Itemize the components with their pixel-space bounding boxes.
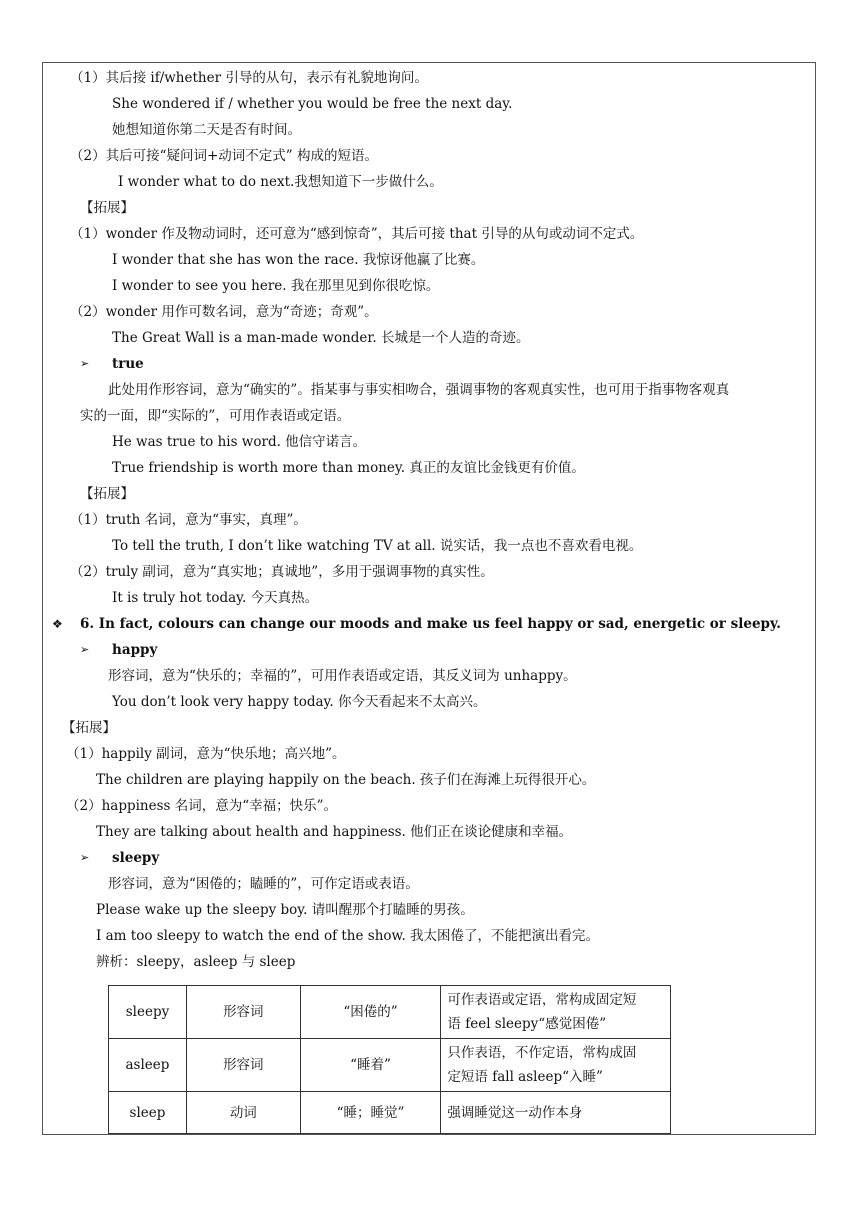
- table-cell-usage: 可作表语或定语，常构成固定短 语 feel sleepy“感觉困倦”: [441, 986, 671, 1039]
- text-line: I am too sleepy to watch the end of the show. 我太困倦了，不能把演出看完。: [96, 928, 600, 944]
- text-line: （2）happiness 名词，意为“幸福；快乐”。: [66, 798, 338, 814]
- comparison-table: [108, 985, 671, 1134]
- sentence-heading: 6. In fact, colours can change our moods and make us feel happy or sad, energetic or sleepy.: [80, 616, 781, 632]
- text-line: 实的一面，即“实际的”，可用作表语或定语。: [80, 408, 351, 424]
- section-heading: 【拓展】: [80, 200, 134, 216]
- text-line: 形容词，意为“困倦的；瞌睡的”，可作定语或表语。: [108, 876, 419, 892]
- table-cell-meaning: “睡着”: [300, 1039, 441, 1092]
- text-line: You don’t look very happy today. 你今天看起来不太高兴。: [112, 694, 487, 710]
- text-line: The children are playing happily on the beach. 孩子们在海滩上玩得很开心。: [96, 772, 596, 788]
- text-line: （1）wonder 作及物动词时，还可意为“感到惊奇”，其后可接 that 引导的从句或动词不定式。: [70, 226, 644, 242]
- section-heading: 【拓展】: [62, 720, 116, 736]
- table-cell-word: sleep: [109, 1092, 187, 1134]
- table-row: [109, 986, 671, 1039]
- table-cell-pos: 形容词: [186, 986, 300, 1039]
- table-cell-word: asleep: [109, 1039, 187, 1092]
- text-line: （2）wonder 用作可数名词，意为“奇迹；奇观”。: [70, 304, 378, 320]
- text-line: True friendship is worth more than money. 真正的友谊比金钱更有价值。: [112, 460, 585, 476]
- text-line: He was true to his word. 他信守诺言。: [112, 434, 367, 450]
- keyword-heading: sleepy: [112, 850, 160, 866]
- text-line: Please wake up the sleepy boy. 请叫醒那个打瞌睡的男孩。: [96, 902, 474, 918]
- text-line: I wonder to see you here. 我在那里见到你很吃惊。: [112, 278, 440, 294]
- text-line: To tell the truth, I don’t like watching TV at all. 说实话，我一点也不喜欢看电视。: [112, 538, 643, 554]
- keyword-heading: happy: [112, 642, 158, 658]
- arrow-bullet-icon: ➢: [80, 643, 90, 656]
- table-row: [109, 1039, 671, 1092]
- text-line: It is truly hot today. 今天真热。: [112, 590, 319, 606]
- text-line: （2）truly 副词，意为“真实地；真诚地”，多用于强调事物的真实性。: [70, 564, 494, 580]
- text-line: （1）happily 副词，意为“快乐地；高兴地”。: [66, 746, 346, 762]
- text-line: They are talking about health and happiness. 他们正在谈论健康和幸福。: [96, 824, 573, 840]
- table-cell-pos: 动词: [186, 1092, 300, 1134]
- diamond-bullet-icon: ❖: [52, 617, 63, 631]
- table-cell-pos: 形容词: [186, 1039, 300, 1092]
- text-line: 她想知道你第二天是否有时间。: [112, 122, 301, 138]
- text-line: She wondered if / whether you would be free the next day.: [112, 96, 513, 112]
- keyword-heading: true: [112, 356, 144, 372]
- text-line: 形容词，意为“快乐的；幸福的”，可用作表语或定语，其反义词为 unhappy。: [108, 668, 577, 684]
- text-line: 此处用作形容词，意为“确实的”。指某事与事实相吻合，强调事物的客观真实性，也可用于指事物客观真: [108, 382, 730, 398]
- arrow-bullet-icon: ➢: [80, 357, 90, 370]
- text-line: The Great Wall is a man-made wonder. 长城是一个人造的奇迹。: [112, 330, 530, 346]
- text-line: I wonder what to do next.我想知道下一步做什么。: [118, 174, 443, 190]
- table-cell-meaning: “睡；睡觉”: [300, 1092, 441, 1134]
- section-heading: 【拓展】: [80, 486, 134, 502]
- text-line: （1）truth 名词，意为“事实，真理”。: [70, 512, 307, 528]
- table-cell-usage: 只作表语，不作定语，常构成固 定短语 fall asleep“入睡”: [441, 1039, 671, 1092]
- table-row: [109, 1092, 671, 1134]
- text-line: （1）其后接 if/whether 引导的从句，表示有礼貌地询问。: [70, 70, 428, 86]
- text-line: 辨析：sleepy，asleep 与 sleep: [96, 954, 296, 970]
- text-line: （2）其后可接“疑问词+动词不定式” 构成的短语。: [70, 148, 378, 164]
- table-cell-usage: 强调睡觉这一动作本身: [441, 1092, 671, 1134]
- text-line: I wonder that she has won the race. 我惊讶他赢了比赛。: [112, 252, 485, 268]
- table-cell-meaning: “困倦的”: [300, 986, 441, 1039]
- table-cell-word: sleepy: [109, 986, 187, 1039]
- arrow-bullet-icon: ➢: [80, 851, 90, 864]
